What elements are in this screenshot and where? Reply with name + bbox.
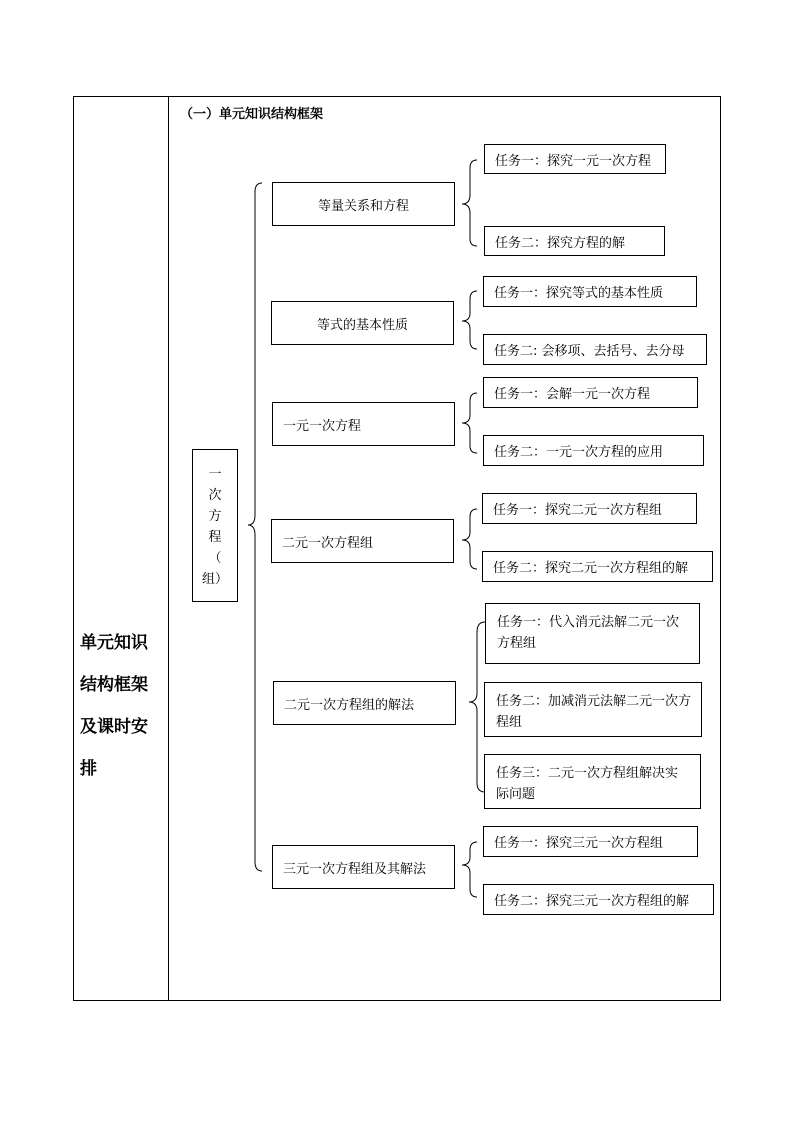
row-header-line: 结构框架 [80, 675, 148, 695]
task-box: 任务二: 会移项、去括号、去分母 [483, 334, 707, 365]
root-char: 组） [201, 572, 228, 587]
task-box: 任务二：一元一次方程的应用 [483, 435, 704, 466]
topic-box: 等式的基本性质 [271, 301, 454, 345]
root-char: 一 [208, 467, 222, 482]
root-node [192, 449, 238, 602]
task-box: 任务二：加减消元法解二元一次方程组 [484, 682, 702, 737]
topic-box: 等量关系和方程 [272, 182, 455, 226]
row-header-line: 排 [80, 759, 97, 779]
row-header-line: 单元知识 [80, 633, 148, 653]
topic-brace [462, 160, 477, 246]
topic-brace [462, 509, 477, 569]
topic-brace [462, 393, 477, 453]
main-brace [248, 183, 262, 871]
task-box: 任务二：探究二元一次方程组的解 [482, 551, 713, 582]
topic-box: 一元一次方程 [272, 402, 455, 446]
topic-box: 二元一次方程组 [271, 519, 454, 563]
topic-brace [462, 842, 477, 897]
task-box: 任务三：二元一次方程组解决实际问题 [484, 754, 701, 809]
row-header-line: 及课时安 [80, 717, 148, 737]
topic-brace [462, 291, 477, 349]
task-box: 任务一：会解一元一次方程 [483, 377, 698, 408]
root-char: （ [208, 551, 222, 566]
section-heading: （一）单元知识结构框架 [180, 107, 324, 122]
root-char: 次 [208, 488, 222, 503]
task-box: 任务二：探究三元一次方程组的解 [483, 884, 714, 915]
task-box: 任务一：探究三元一次方程组 [483, 826, 698, 857]
root-char: 程 [208, 530, 222, 545]
task-box: 任务一：代入消元法解二元一次方程组 [485, 603, 700, 664]
topic-brace [469, 622, 485, 792]
task-box: 任务一：探究一元一次方程 [484, 144, 666, 174]
task-box: 任务二：探究方程的解 [484, 226, 665, 256]
task-box: 任务一：探究等式的基本性质 [483, 276, 697, 307]
root-char: 方 [208, 509, 222, 524]
task-box: 任务一：探究二元一次方程组 [482, 493, 697, 524]
topic-box: 二元一次方程组的解法 [273, 681, 456, 725]
topic-box: 三元一次方程组及其解法 [272, 845, 455, 889]
